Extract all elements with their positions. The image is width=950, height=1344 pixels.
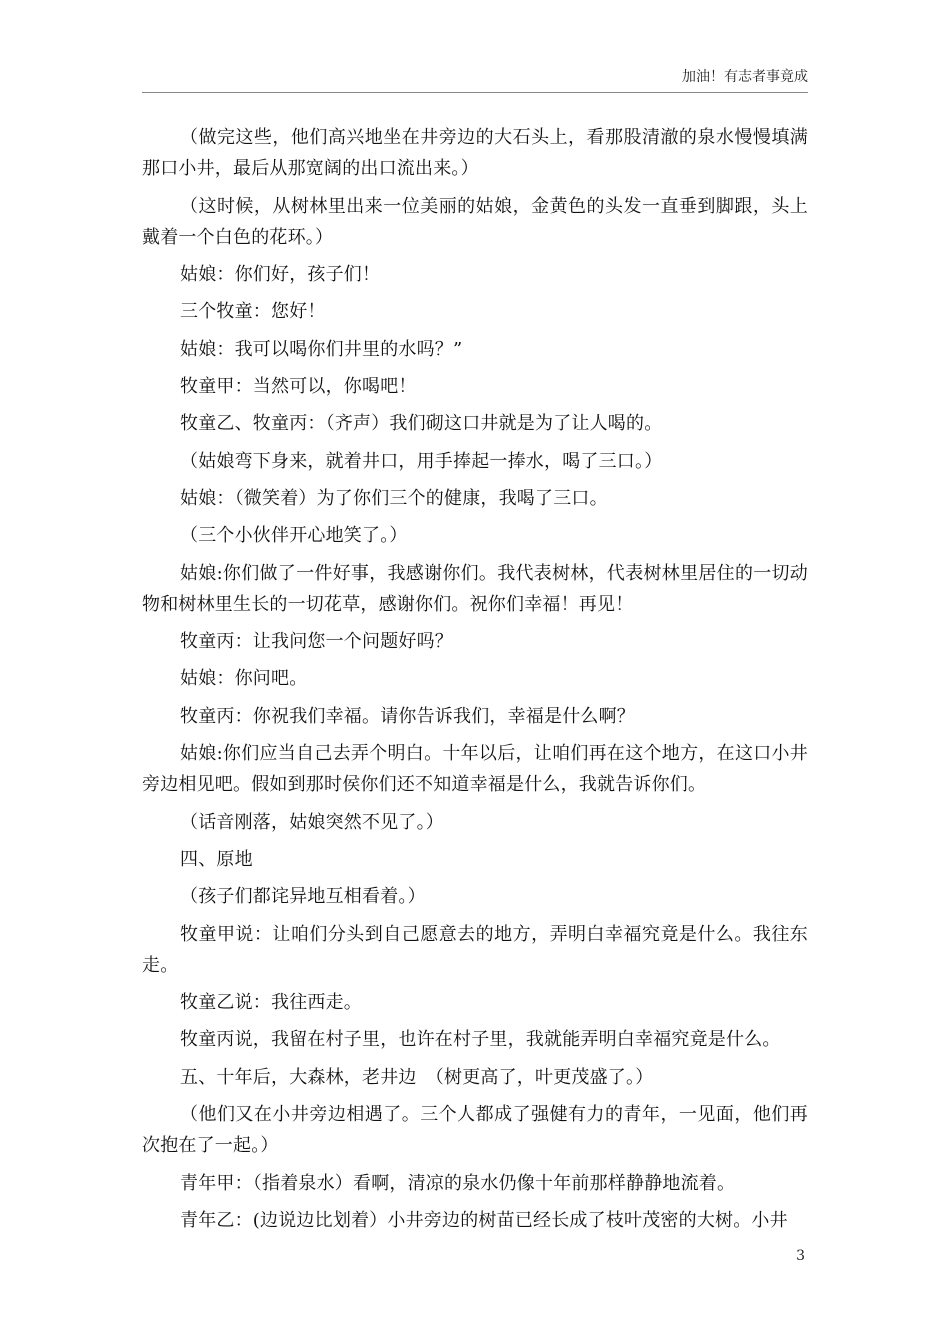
paragraph: 姑娘:你们应当自己去弄个明白。十年以后，让咱们再在这个地方，在这口小井旁边相见吧。假如到那时侯你们还不知道幸福是什么，我就告诉你们。 xyxy=(142,743,808,796)
paragraph: 牧童丙：你祝我们幸福。请你告诉我们，幸福是什么啊？ xyxy=(180,705,635,727)
paragraph: 牧童丙：让我问您一个问题好吗？ xyxy=(180,631,453,653)
paragraph: 姑娘：你们好，孩子们！ xyxy=(180,264,381,286)
document-body xyxy=(142,122,808,1242)
paragraph: 青年乙：(边说边比划着）小井旁边的树苗已经长成了枝叶茂密的大树。小井 xyxy=(180,1209,788,1231)
section-heading: 四、原地 xyxy=(180,848,253,870)
paragraph: 牧童甲：当然可以，你喝吧！ xyxy=(180,376,417,398)
paragraph: （话音刚落，姑娘突然不见了。） xyxy=(180,811,444,833)
paragraph: （做完这些，他们高兴地坐在井旁边的大石头上，看那股清澈的泉水慢慢填满那口小井，最后从那宽阔的出口流出来。） xyxy=(142,127,808,180)
paragraph: 牧童甲说：让咱们分头到自己愿意去的地方，弄明白幸福究竟是什么。我往东走。 xyxy=(142,923,808,976)
paragraph: 三个牧童：您好！ xyxy=(180,301,326,323)
paragraph: （姑娘弯下身来，就着井口，用手捧起一捧水，喝了三口。） xyxy=(180,450,663,472)
paragraph: 牧童乙说：我往西走。 xyxy=(180,992,362,1014)
paragraph: 姑娘：你问吧。 xyxy=(180,668,308,690)
page-number: 3 xyxy=(796,1248,805,1264)
paragraph: 姑娘：（微笑着）为了你们三个的健康，我喝了三口。 xyxy=(180,487,608,509)
section-heading: 五、十年后，大森林，老井边 （树更高了，叶更茂盛了。） xyxy=(180,1066,654,1088)
paragraph: 青年甲：（指着泉水）看啊，清凉的泉水仍像十年前那样静静地流着。 xyxy=(180,1172,736,1194)
paragraph: 牧童丙说，我留在村子里，也许在村子里，我就能弄明白幸福究竟是什么。 xyxy=(180,1029,781,1051)
paragraph: （这时候，从树林里出来一位美丽的姑娘，金黄色的头发一直垂到脚跟，头上戴着一个白色的花环。） xyxy=(142,195,808,248)
paragraph: 姑娘：我可以喝你们井里的水吗？” xyxy=(180,338,463,360)
paragraph: 姑娘:你们做了一件好事，我感谢你们。我代表树林，代表树林里居住的一切动物和树林里生长的一切花草，感谢你们。祝你们幸福！再见！ xyxy=(142,562,808,615)
header-motto: 加油！有志者事竟成 xyxy=(682,69,808,85)
header-rule xyxy=(142,92,808,93)
paragraph: （孩子们都诧异地互相看着。） xyxy=(180,886,426,908)
paragraph: 牧童乙、牧童丙：（齐声）我们砌这口井就是为了让人喝的。 xyxy=(180,413,663,435)
paragraph: （他们又在小井旁边相遇了。三个人都成了强健有力的青年，一见面，他们再次抱在了一起。） xyxy=(142,1104,808,1157)
paragraph: （三个小伙伴开心地笑了。） xyxy=(180,525,408,547)
